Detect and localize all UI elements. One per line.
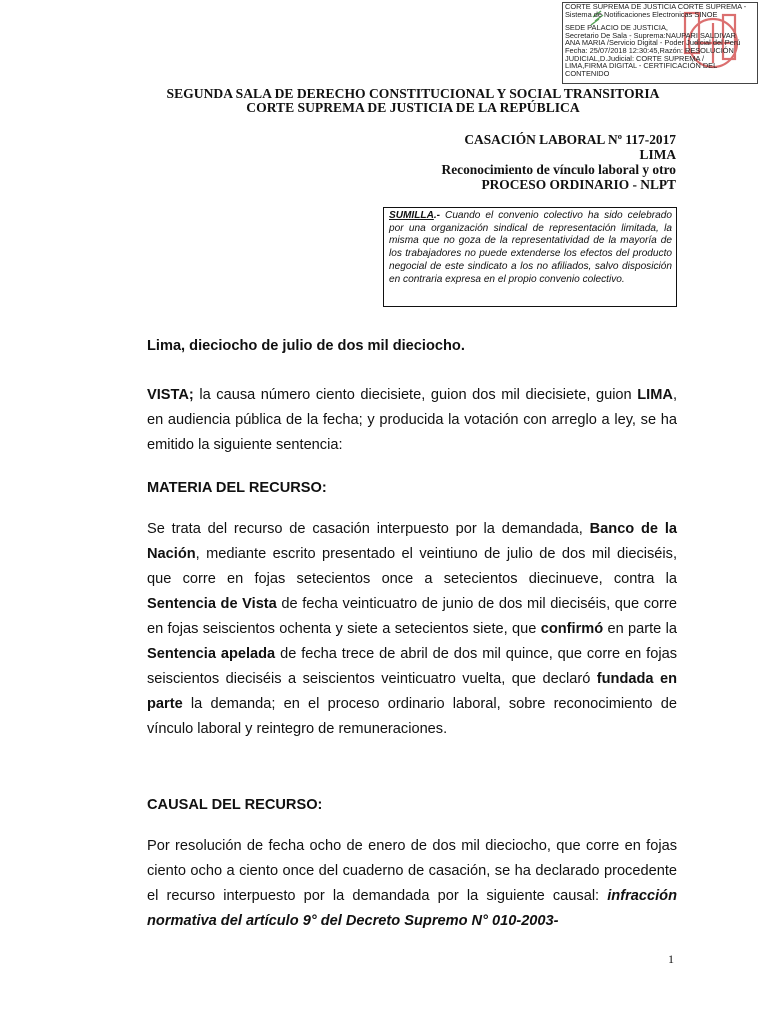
page-number: 1 xyxy=(668,952,674,966)
materia-heading: MATERIA DEL RECURSO: xyxy=(147,480,327,496)
causal-text: Por resolución de fecha ocho de enero de dos mil dieciocho, que corre en fojas ciento ocho a ciento once del cuaderno de casación, se ha declarado procedente el recurso interpuesto por la demandada por la siguiente causal: xyxy=(147,838,677,904)
vista-lead: VISTA; xyxy=(147,387,194,403)
court-title: CORTE SUPREMA DE JUSTICIA DE LA REPÚBLICA xyxy=(246,100,580,115)
materia-bold: Sentencia apelada xyxy=(147,646,276,662)
stamp-line: SEDE PALACIO DE JUSTICIA, xyxy=(565,23,668,33)
case-info xyxy=(442,132,676,192)
digital-signature-stamp xyxy=(562,2,758,84)
sumilla-separator: .- xyxy=(433,210,446,221)
causal-paragraph xyxy=(147,834,677,934)
materia-bold: confirmó xyxy=(540,621,604,637)
stamp-text xyxy=(565,3,757,77)
sumilla-label: SUMILLA xyxy=(389,210,434,221)
causal-heading: CAUSAL DEL RECURSO: xyxy=(147,797,323,813)
stamp-line: Sistema de Notificaciones Electronicas SINOE xyxy=(565,9,718,19)
materia-text: , mediante escrito presentado el veintiuno de julio de dos mil dieciséis, que corre en fojas setecientos once a setecientos diecinueve, contra la xyxy=(147,546,677,587)
vista-text-2: , en audiencia pública de la fecha; y producida la votación con arreglo a ley, se ha emitido la siguiente sentencia: xyxy=(147,387,677,453)
stamp-line: JUDICIAL,D.Judicial: CORTE SUPREMA / xyxy=(565,53,705,63)
sumilla-box xyxy=(383,207,677,307)
stamp-line: LIMA,FIRMA DIGITAL - CERTIFICACIÓN DEL xyxy=(565,61,718,71)
court-chamber-title: SEGUNDA SALA DE DERECHO CONSTITUCIONAL Y SOCIAL TRANSITORIA xyxy=(166,86,660,101)
materia-paragraph xyxy=(147,517,677,742)
materia-bold: Banco de la Nación xyxy=(147,521,677,562)
case-city: LIMA xyxy=(639,147,676,162)
case-process: PROCESO ORDINARIO - NLPT xyxy=(481,177,676,192)
materia-text: de fecha trece de abril de dos mil quince, que corre en fojas seiscientos dieciséis a seiscientos veinticuatro vuelta, que declaró xyxy=(147,646,677,687)
date-line: Lima, dieciocho de julio de dos mil dieciocho. xyxy=(147,338,465,354)
materia-text: Se trata del recurso de casación interpuesto por la demandada, xyxy=(147,521,590,537)
materia-bold: fundada en parte xyxy=(147,671,677,712)
materia-text: en parte la xyxy=(603,621,677,637)
materia-text: la demanda; en el proceso ordinario laboral, sobre reconocimiento de vínculo laboral y reintegro de remuneraciones. xyxy=(147,696,677,737)
stamp-line: Fecha: 25/07/2018 12:30:45,Razón: RESOLUCIÓN xyxy=(565,45,734,55)
materia-bold: Sentencia de Vista xyxy=(147,596,277,612)
stamp-line: ANA MARIA /Servicio Digital - Poder Judicial del Perú xyxy=(565,38,741,48)
stamp-line: Secretario De Sala - Suprema:NAUPARI SALDIVAR xyxy=(565,30,737,40)
materia-text: de fecha veinticuatro de junio de dos mil dieciséis, que corre en fojas seiscientos ochenta y siete a setecientos siete, que xyxy=(147,596,677,637)
causal-bold-italic: infracción normativa del artículo 9° del Decreto Supremo N° 010-2003- xyxy=(147,888,677,929)
sumilla-text: Cuando el convenio colectivo ha sido celebrado por una organización sindical de representación limitada, la misma que no goza de la representatividad de la mayoría de los trabajadores no puede extenderse los efectos del producto negocial de este sindicato a los no afiliados, salvo disposición en contraria expresa en el propio convenio colectivo. xyxy=(389,210,672,285)
case-number: CASACIÓN LABORAL Nº 117-2017 xyxy=(464,132,676,147)
case-subject: Reconocimiento de vínculo laboral y otro xyxy=(441,162,676,177)
vista-lima: LIMA xyxy=(637,387,673,403)
stamp-line: CORTE SUPREMA DE JUSTICIA CORTE SUPREMA - xyxy=(565,2,747,11)
stamp-line: CONTENIDO xyxy=(565,68,610,78)
vista-text: la causa número ciento diecisiete, guion dos mil diecisiete, guion xyxy=(193,387,638,403)
vista-paragraph xyxy=(147,383,677,458)
